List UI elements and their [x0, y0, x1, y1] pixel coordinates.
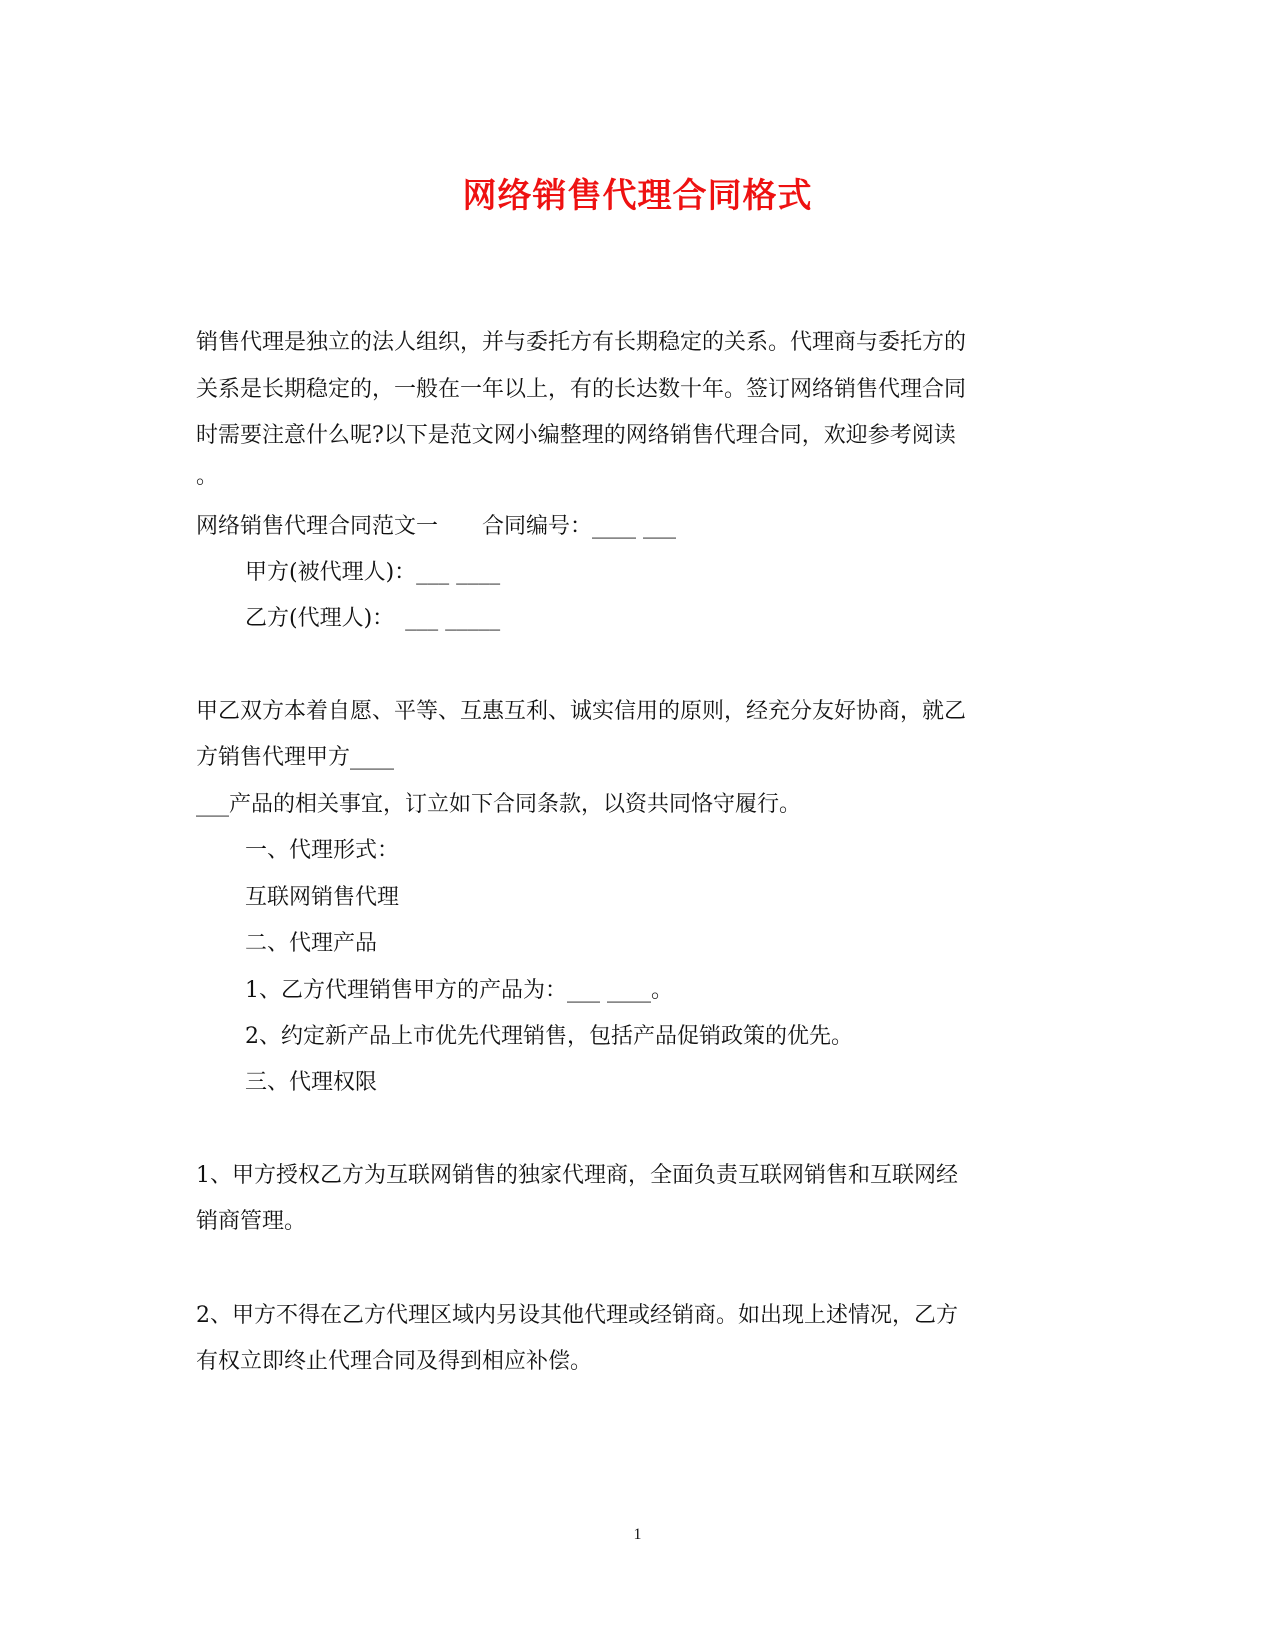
clause-line: 2、甲方不得在乙方代理区域内另设其他代理或经销商。如出现上述情况，乙方	[196, 1303, 958, 1328]
clause-line: 有权立即终止代理合同及得到相应补偿。	[196, 1349, 593, 1374]
clause-line: 1、乙方代理销售甲方的产品为：___ ____。	[245, 978, 673, 1003]
page-number: 1	[633, 1526, 642, 1543]
paragraph-line: ___产品的相关事宜，订立如下合同条款，以资共同恪守履行。	[196, 792, 802, 817]
clause-line: 销商管理。	[196, 1209, 307, 1234]
paragraph-line: 甲乙双方本着自愿、平等、互惠互利、诚实信用的原则，经充分友好协商，就乙	[196, 699, 967, 724]
section-heading: 三、代理权限	[245, 1070, 378, 1095]
section-text: 互联网销售代理	[245, 885, 400, 910]
paragraph-line: 。	[196, 464, 219, 489]
paragraph-line: 时需要注意什么呢?以下是范文网小编整理的网络销售代理合同，欢迎参考阅读	[196, 423, 956, 448]
section-heading: 二、代理产品	[245, 931, 378, 956]
clause-line: 2、约定新产品上市优先代理销售，包括产品促销政策的优先。	[245, 1024, 853, 1049]
paragraph-line: 关系是长期稳定的，一般在一年以上，有的长达数十年。签订网络销售代理合同	[196, 377, 967, 402]
paragraph-line: 销售代理是独立的法人组织，并与委托方有长期稳定的关系。代理商与委托方的	[196, 330, 967, 355]
paragraph-line: 方销售代理甲方____	[196, 745, 395, 770]
document-title: 网络销售代理合同格式	[462, 176, 813, 216]
contract-number-line: 网络销售代理合同范文一 合同编号：____ ___	[196, 514, 676, 539]
party-a-line: 甲方(被代理人)：___ ____	[245, 560, 501, 585]
party-b-line: 乙方(代理人)： ___ _____	[245, 606, 501, 631]
section-heading: 一、代理形式：	[245, 838, 400, 863]
clause-line: 1、甲方授权乙方为互联网销售的独家代理商，全面负责互联网销售和互联网经	[196, 1163, 958, 1188]
